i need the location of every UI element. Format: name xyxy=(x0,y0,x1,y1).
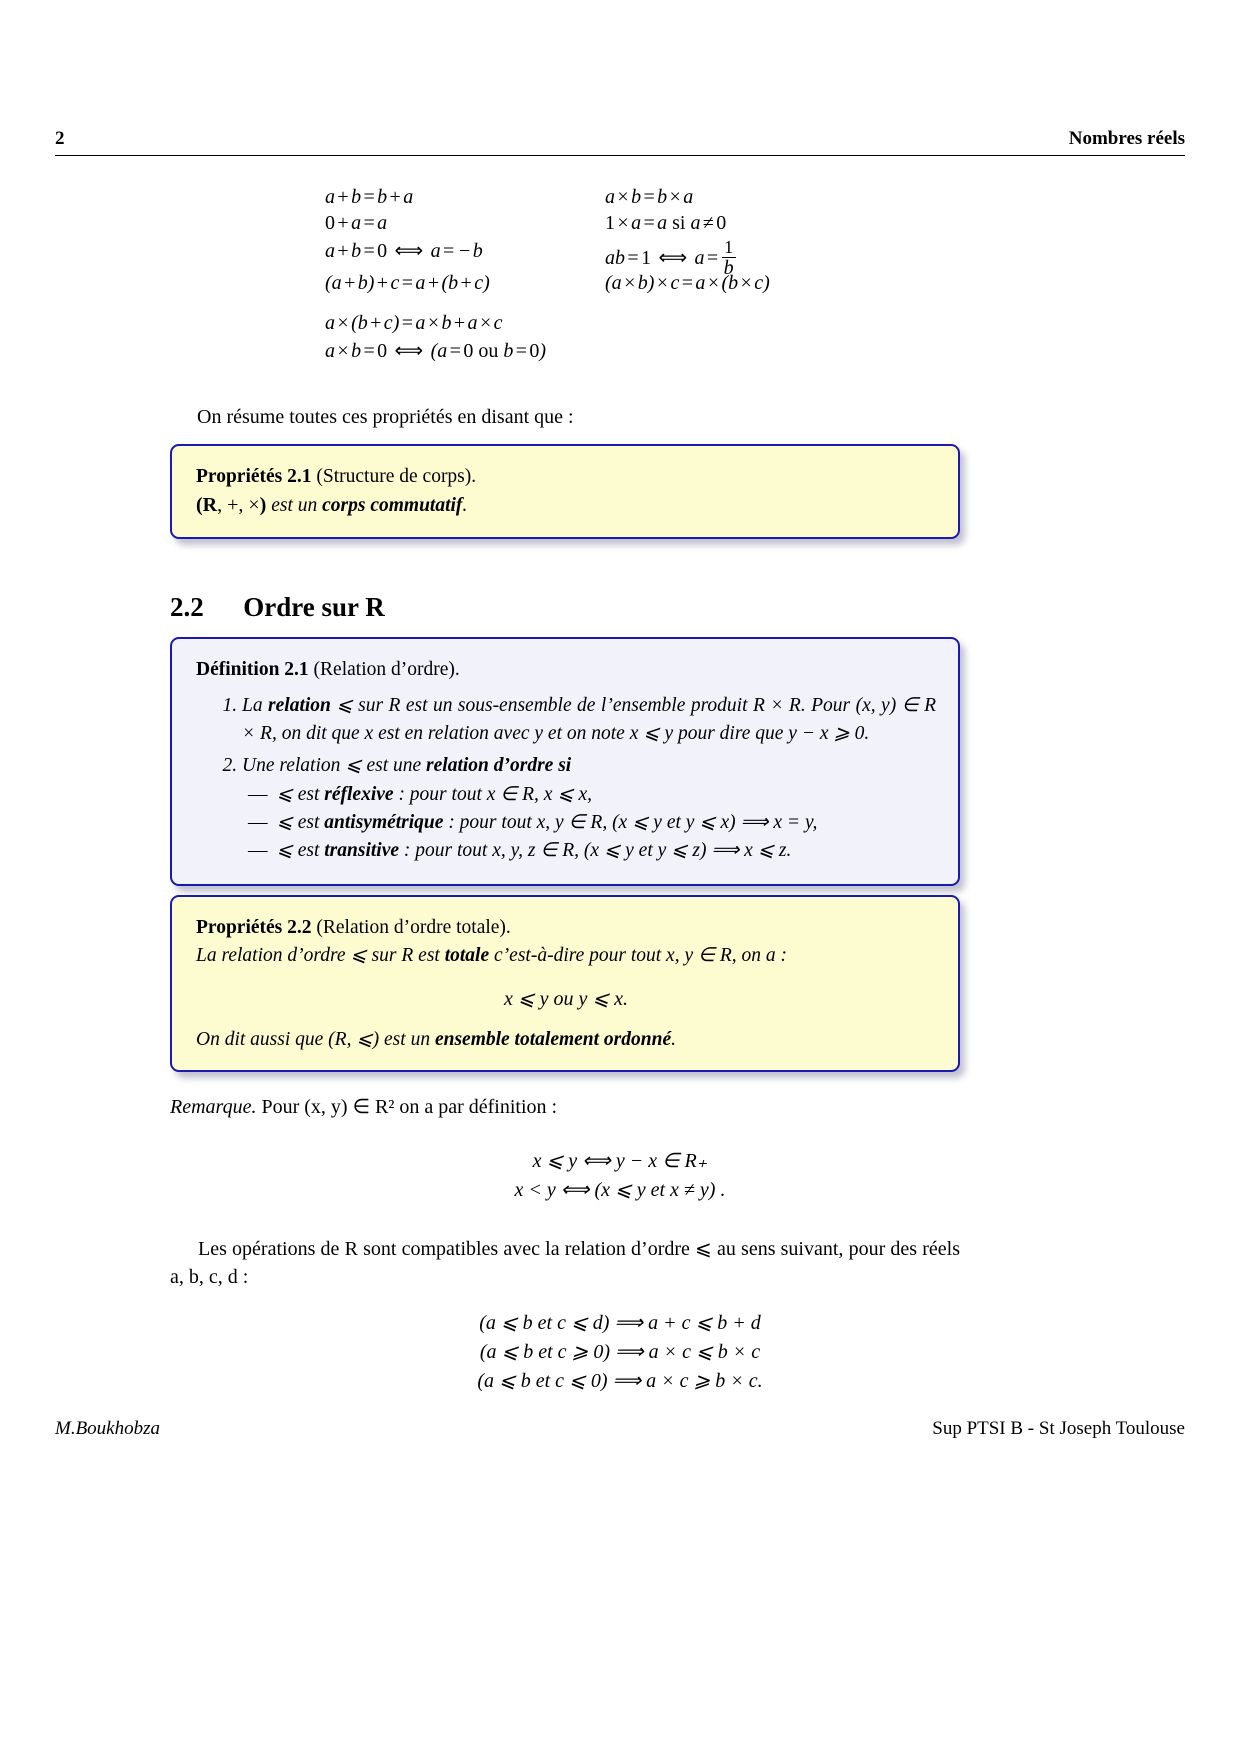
axiom-line: (a + b) + c = a + (b + c) xyxy=(325,272,490,294)
bullet-text: : pour tout x ∈ R, x ⩽ x, xyxy=(393,784,593,806)
definition-bullet-list xyxy=(242,781,936,864)
header-title: Nombres réels xyxy=(1068,128,1185,149)
compatibility-equations xyxy=(0,1310,1240,1397)
equation-line: (a ⩽ b et c ⩽ 0) ⟹ a × c ⩾ b × c. xyxy=(477,1370,763,1392)
line1-emphasis: totale xyxy=(444,945,490,967)
axiom-line: ab = 1 ⟺ a = $\frac{1}{b}$ xyxy=(605,237,734,279)
equation-line: x < y ⟺ (x ⩽ y et x ≠ y) . xyxy=(514,1179,726,1201)
distributivity-line: a × (b + c) = a × b + a × c xyxy=(325,312,503,334)
section-number: 2.2 xyxy=(170,592,204,622)
item-prefix: Une relation ⩽ est une xyxy=(242,754,427,776)
statement-emphasis: corps commutatif xyxy=(322,495,463,517)
page-header xyxy=(55,128,1185,156)
definition-2-1-box xyxy=(170,637,960,886)
bullet-emphasis: réflexive xyxy=(324,784,394,806)
item-emphasis: relation xyxy=(268,695,331,717)
footer-author: M.Boukhobza xyxy=(55,1418,161,1439)
properties-2-2-box xyxy=(170,895,960,1072)
remark-paragraph xyxy=(170,1093,1070,1121)
properties-2-2-heading xyxy=(196,914,936,942)
list-item xyxy=(248,809,936,837)
bullet-prefix: ⩽ est xyxy=(276,784,325,806)
line1-prefix: La relation d’ordre ⩽ sur R est xyxy=(196,945,445,967)
bullet-emphasis: antisymétrique xyxy=(324,812,444,834)
integrity-line: a × b = 0 ⟺ (a = 0 ou b = 0) xyxy=(325,340,547,362)
definition-2-1-heading xyxy=(196,656,936,684)
axiom-line: a + b = 0 ⟺ a = − b xyxy=(325,240,483,262)
properties-2-2-label: Propriétés 2.2 xyxy=(196,917,312,938)
list-item xyxy=(248,837,936,865)
compatibility-paragraph: Les opérations de R sont compatibles avec la relation d’ordre ⩽ au sens suivant, pour des réels a, b, c, d : xyxy=(170,1238,960,1289)
section-heading xyxy=(170,592,385,623)
section-title: Ordre sur R xyxy=(243,592,385,622)
axiom-line: 1 × a = a si a ≠ 0 xyxy=(605,212,727,234)
page-number: 2 xyxy=(55,128,65,149)
axioms-left-column xyxy=(325,186,605,298)
properties-2-1-box xyxy=(170,444,960,539)
item-emphasis: relation d’ordre si xyxy=(426,754,572,776)
remark-label: Remarque. xyxy=(170,1096,257,1118)
line2-suffix: . xyxy=(671,1028,676,1050)
statement-suffix: . xyxy=(462,495,468,517)
bullet-prefix: ⩽ est xyxy=(276,812,325,834)
axioms-right-column xyxy=(605,186,885,298)
bullet-text: : pour tout x, y, z ∈ R, (x ⩽ y et y ⩽ z) ⟹ x ⩽ z. xyxy=(399,839,792,861)
line2-prefix: On dit aussi que (R, ⩽) est un xyxy=(196,1028,435,1050)
field-axioms-block xyxy=(325,186,945,364)
equation-line: (a ⩽ b et c ⩽ d) ⟹ a + c ⩽ b + d xyxy=(479,1312,761,1334)
axiom-line: 0 + a = a xyxy=(325,212,388,234)
properties-2-2-subtitle: (Relation d’ordre totale). xyxy=(316,917,511,938)
remark-equations xyxy=(0,1148,1240,1206)
list-item xyxy=(248,781,936,809)
properties-2-2-line2 xyxy=(196,1026,936,1054)
bullet-text: : pour tout x, y ∈ R, (x ⩽ y et y ⩽ x) ⟹ x = y, xyxy=(443,812,818,834)
axiom-line: a + b = b + a xyxy=(325,186,414,208)
definition-2-1-label: Définition 2.1 xyxy=(196,659,309,680)
definition-2-1-subtitle: (Relation d’ordre). xyxy=(313,659,460,680)
properties-2-2-centered-equation: x ⩽ y ou y ⩽ x. xyxy=(503,987,629,1010)
properties-2-1-statement: (R, +, ×) est un corps commutatif. xyxy=(196,494,468,517)
remark-text: Pour (x, y) ∈ R² on a par définition : xyxy=(256,1096,558,1118)
item-text: ⩽ sur R est un sous-ensemble de l’ensemble produit R × R. Pour (x, y) ∈ R × R, on dit que x est en relation avec y et on note x ⩽ y pour dire que y − x ⩾ 0. xyxy=(242,695,936,744)
item-prefix: La xyxy=(242,695,269,717)
properties-2-1-heading xyxy=(196,463,936,491)
intro-paragraph: On résume toutes ces propriétés en disant que : xyxy=(197,406,574,428)
line1-suffix: c’est-à-dire pour tout x, y ∈ R, on a : xyxy=(489,945,788,967)
statement-text: est un xyxy=(271,495,323,517)
list-item xyxy=(242,692,936,747)
line2-emphasis: ensemble totalement ordonné xyxy=(434,1028,672,1050)
list-item xyxy=(242,752,936,865)
bullet-emphasis: transitive xyxy=(324,839,400,861)
definition-2-1-list xyxy=(196,692,936,864)
properties-2-1-subtitle: (Structure de corps). xyxy=(316,466,477,487)
properties-2-1-label: Propriétés 2.1 xyxy=(196,466,312,487)
axiom-line: a × b = b × a xyxy=(605,186,694,208)
equation-line: x ⩽ y ⟺ y − x ∈ R₊ xyxy=(532,1150,708,1172)
properties-2-2-line1 xyxy=(196,942,936,970)
footer-institution: Sup PTSI B - St Joseph Toulouse xyxy=(932,1418,1185,1439)
equation-line: (a ⩽ b et c ⩾ 0) ⟹ a × c ⩽ b × c xyxy=(479,1341,761,1363)
bullet-prefix: ⩽ est xyxy=(276,839,325,861)
page-footer xyxy=(55,1418,1185,1440)
axiom-line: (a × b) × c = a × (b × c) xyxy=(605,272,770,294)
